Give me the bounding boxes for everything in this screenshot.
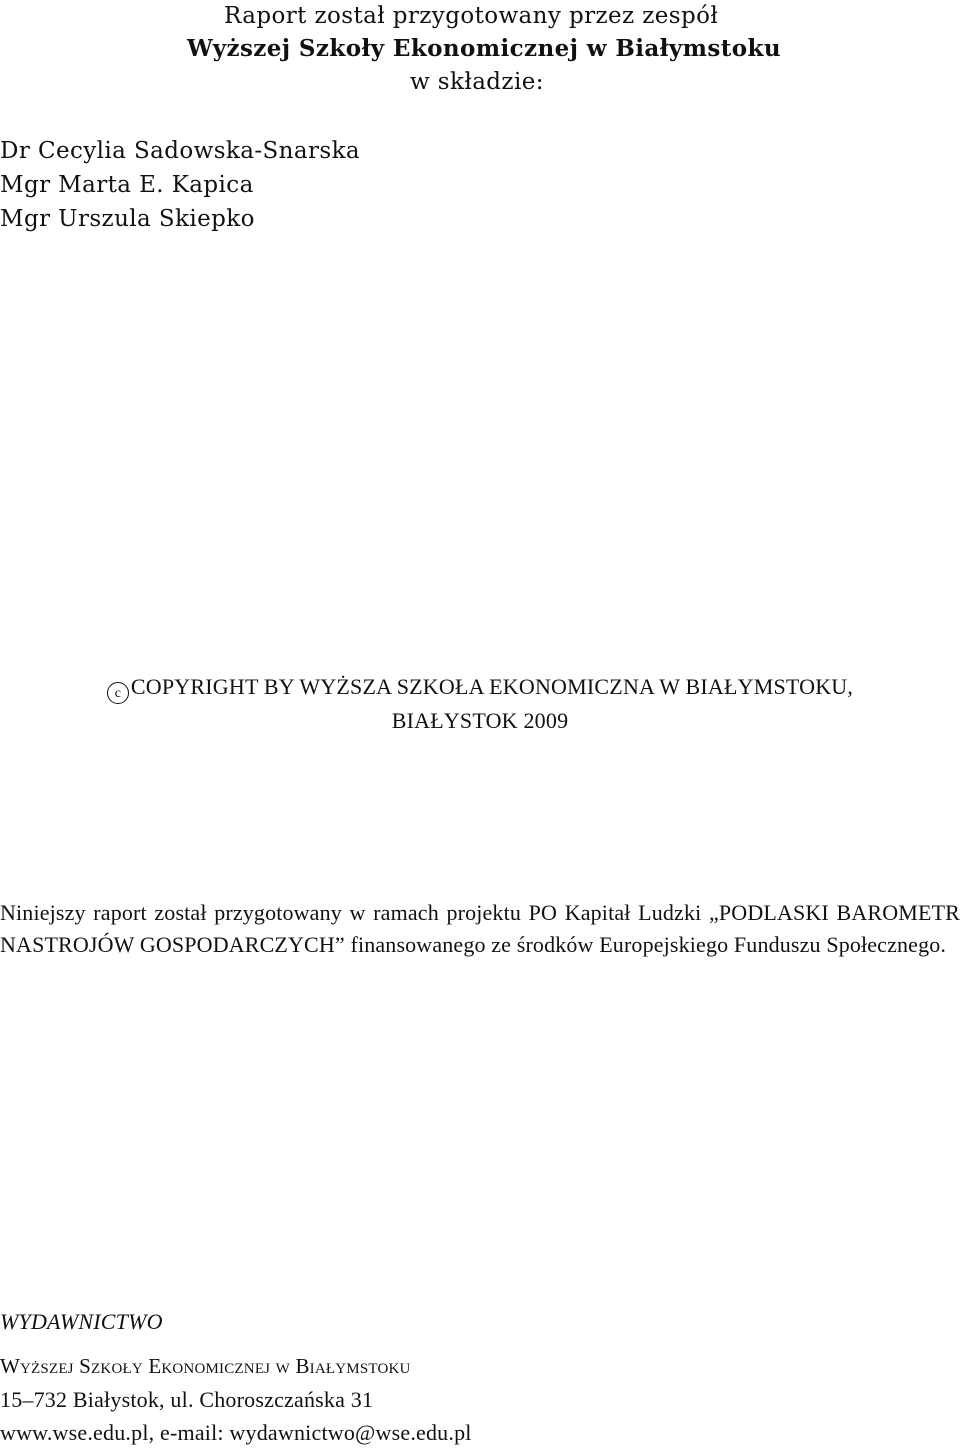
publisher-name: Wyższej Szkoły Ekonomicznej w Białymstoku [0, 1354, 411, 1378]
copyright-text: COPYRIGHT BY WYŻSZA SZKOŁA EKONOMICZNA W BIAŁYMSTOKU, [130, 674, 854, 699]
author-item: Mgr Marta E. Kapica [0, 172, 254, 198]
copyright-line-1 [0, 670, 960, 704]
copyright-line-2: BIAŁYSTOK 2009 [391, 708, 569, 733]
header-line-composition: w składzie: [410, 69, 544, 95]
copyright-notice [0, 670, 960, 738]
header-line-prepared-by: Raport został przygotowany przez zespół [224, 3, 719, 29]
author-item: Mgr Urszula Skiepko [0, 206, 255, 232]
publisher-info [0, 1305, 472, 1449]
authors-list [0, 134, 360, 236]
project-paragraph: Niniejszy raport został przygotowany w ramach projektu PO Kapitał Ludzki „PODLASKI BAROMETR NASTROJÓW GOSPODARCZYCH” finansowanego ze środków Europejskiego Funduszu Społecznego. [0, 900, 960, 957]
copyright-icon: c [107, 682, 129, 704]
publisher-label: WYDAWNICTWO [0, 1309, 163, 1334]
project-funding-note [0, 897, 960, 961]
author-item: Dr Cecylia Sadowska-Snarska [0, 138, 361, 164]
header-line-institution: Wyższej Szkoły Ekonomicznej w Białymstoku [187, 35, 781, 62]
publisher-address: 15–732 Białystok, ul. Choroszczańska 31 [0, 1387, 374, 1412]
publisher-contact: www.wse.edu.pl, e-mail: wydawnictwo@wse.edu.pl [0, 1420, 472, 1445]
